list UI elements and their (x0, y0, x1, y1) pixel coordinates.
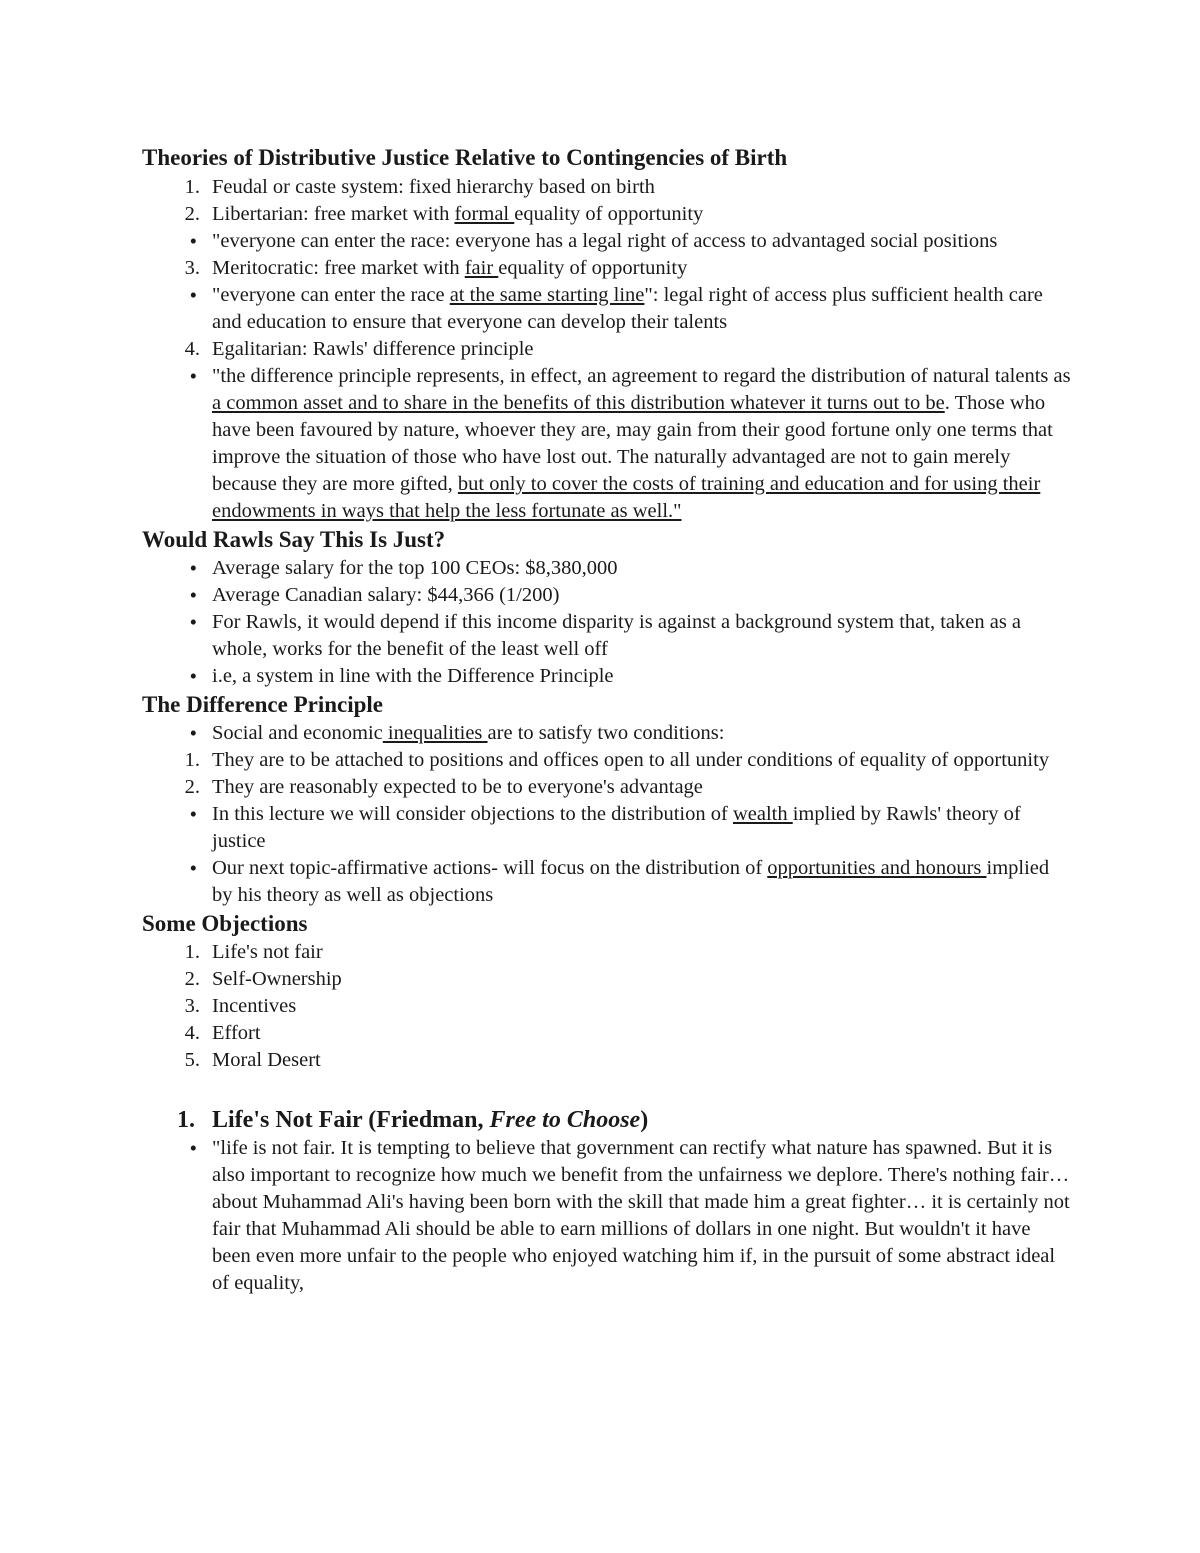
bullet-text: Average salary for the top 100 CEOs: $8,380,000 (212, 557, 618, 579)
bullet-icon: • (189, 283, 197, 307)
bullet-item (142, 663, 1072, 690)
list-item (142, 255, 1072, 282)
list-item-text: Incentives (212, 995, 297, 1017)
underlined-text: opportunities and honours (767, 857, 987, 879)
list-number: 2. (184, 776, 200, 798)
bullet-item (142, 282, 1072, 336)
list-item-text: Feudal or caste system: fixed hierarchy based on birth (212, 176, 655, 198)
bullet-text: "life is not fair. It is tempting to believe that government can rectify what nature has spawned. But it is also important to recognize how much we benefit from the unfairness we deplore. There's nothing fair… about Muhammad Ali's having been born with the skill that made him a great fighter… it is certainly not fair that Muhammad Ali should be able to earn millions of dollars in one night. But wouldn't it have been even more unfair to the people who enjoyed watching him if, in the pursuit of some abstract ideal of equality, (212, 1137, 1070, 1294)
list-item-text: Meritocratic: free market with fair equality of opportunity (212, 257, 688, 279)
list-item (142, 174, 1072, 201)
bullet-item (142, 363, 1072, 525)
underlined-text: inequalities (382, 722, 488, 744)
list-item-text: Libertarian: free market with formal equality of opportunity (212, 203, 704, 225)
list-number: 3. (184, 257, 200, 279)
document-body (142, 143, 1072, 1297)
list-item-text: They are reasonably expected to be to everyone's advantage (212, 776, 703, 798)
list-item (142, 1020, 1072, 1047)
underlined-text: but only to cover the costs of training and education and for using their endowments in ways that help the less fortunate as well." (212, 473, 1041, 522)
heading-rawls-just: Would Rawls Say This Is Just? (142, 527, 446, 552)
list-number: 4. (184, 1022, 200, 1044)
underlined-text: formal (454, 203, 515, 225)
bullet-text: Our next topic-affirmative actions- will focus on the distribution of opportunities and honours implied by his theory as well as objections (212, 857, 1050, 906)
list-item-text: Egalitarian: Rawls' difference principle (212, 338, 534, 360)
bullet-text: For Rawls, it would depend if this income disparity is against a background system that, taken as a whole, works for the benefit of the least well off (212, 611, 1022, 660)
bullet-item (142, 609, 1072, 663)
list-item-text: Moral Desert (212, 1049, 321, 1071)
list-item (142, 747, 1072, 774)
bullet-text: Social and economic inequalities are to satisfy two conditions: (212, 722, 725, 744)
bullet-icon: • (189, 583, 197, 607)
bullet-text: "the difference principle represents, in effect, an agreement to regard the distribution of natural talents as a common asset and to share in the benefits of this distribution whatever it turns out to be. Those who have been favoured by nature, whoever they are, may gain from their good fortune only one terms that improve the situation of those who have lost out. The naturally advantaged are not to gain merely because they are more gifted, but only to cover the costs of training and education and for using their endowments in ways that help the less fortunate as well." (212, 365, 1071, 522)
underlined-text: at the same starting line (449, 284, 645, 306)
bullet-item (142, 582, 1072, 609)
list-number: 1. (184, 176, 200, 198)
list-item (142, 774, 1072, 801)
underlined-text: fair (464, 257, 499, 279)
bullet-item (142, 1135, 1072, 1297)
list-number: 5. (184, 1049, 200, 1071)
bullet-icon: • (189, 802, 197, 826)
heading-some-objections: Some Objections (142, 911, 308, 936)
bullet-icon: • (189, 556, 197, 580)
list-item-text: They are to be attached to positions and offices open to all under conditions of equality of opportunity (212, 749, 1050, 771)
list-item (142, 939, 1072, 966)
bullet-item (142, 720, 1072, 747)
list-item (142, 1047, 1072, 1074)
list-item-text: Self-Ownership (212, 968, 342, 990)
list-number: 4. (184, 338, 200, 360)
bullet-icon: • (189, 364, 197, 388)
list-item-text: Effort (212, 1022, 261, 1044)
heading-text: Life's Not Fair (Friedman, Free to Choose) (212, 1107, 649, 1133)
bullet-text: "everyone can enter the race at the same starting line": legal right of access plus sufficient health care and education to ensure that everyone can develop their talents (212, 284, 1043, 333)
bullet-icon: • (189, 721, 197, 745)
bullet-item (142, 228, 1072, 255)
list-number: 2. (184, 203, 200, 225)
list-item (142, 993, 1072, 1020)
heading-distributive-justice: Theories of Distributive Justice Relative to Contingencies of Birth (142, 145, 788, 170)
list-item-text: Life's not fair (212, 941, 323, 963)
bullet-icon: • (189, 856, 197, 880)
bullet-text: i.e, a system in line with the Difference Principle (212, 665, 614, 687)
bullet-item (142, 801, 1072, 855)
underlined-text: a common asset and to share in the benefits of this distribution whatever it turns out to be (212, 392, 945, 414)
bullet-icon: • (189, 610, 197, 634)
bullet-icon: • (189, 229, 197, 253)
heading-lifes-not-fair (142, 1105, 1072, 1135)
book-title: Free to Choose (489, 1107, 641, 1133)
bullet-text: "everyone can enter the race: everyone has a legal right of access to advantaged social positions (212, 230, 998, 252)
list-item (142, 966, 1072, 993)
heading-difference-principle: The Difference Principle (142, 692, 384, 717)
list-item (142, 336, 1072, 363)
list-item (142, 201, 1072, 228)
list-number: 1. (184, 941, 200, 963)
heading-number: 1. (177, 1107, 195, 1133)
bullet-text: Average Canadian salary: $44,366 (1/200) (212, 584, 560, 606)
bullet-icon: • (189, 1136, 197, 1160)
list-number: 1. (184, 749, 200, 771)
bullet-text: In this lecture we will consider objections to the distribution of wealth implied by Rawls' theory of justice (212, 803, 1021, 852)
list-number: 3. (184, 995, 200, 1017)
bullet-item (142, 555, 1072, 582)
bullet-icon: • (189, 664, 197, 688)
underlined-text: wealth (732, 803, 793, 825)
bullet-item (142, 855, 1072, 909)
list-number: 2. (184, 968, 200, 990)
